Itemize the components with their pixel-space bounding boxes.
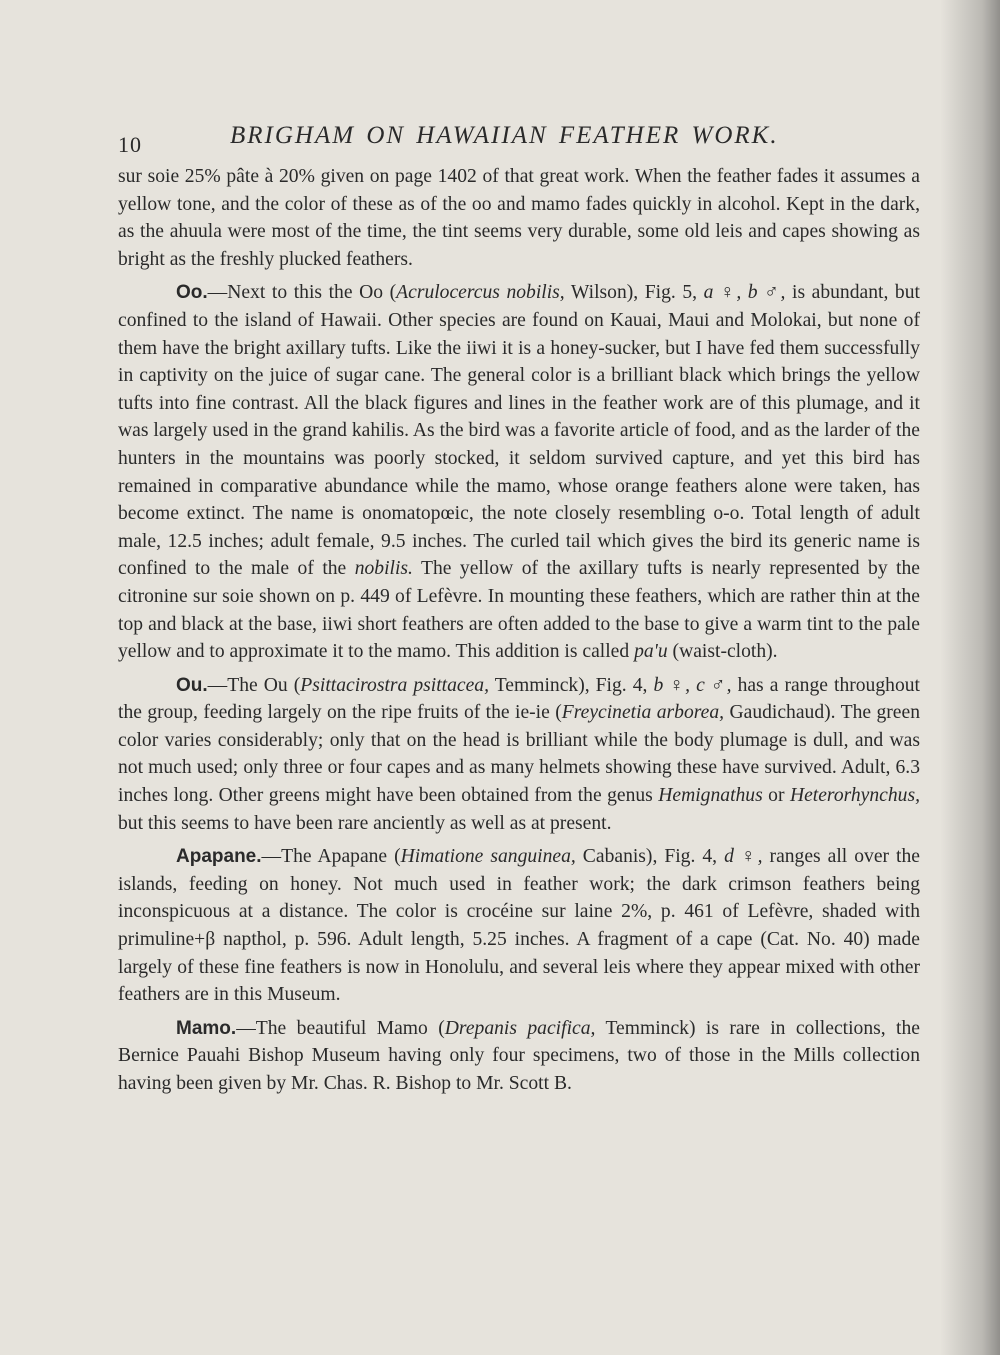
ou-heading: Ou. xyxy=(176,674,208,696)
apapane-text-1: —The Apapane ( xyxy=(261,846,401,868)
mamo-scientific-name: Drepanis pacifica, xyxy=(444,1017,596,1039)
paragraph-apapane xyxy=(118,843,920,1009)
ou-genus-1: Hemignathus xyxy=(658,785,763,807)
oo-species-name: nobilis. xyxy=(354,558,413,580)
oo-scientific-name: Acrulocercus nobilis, xyxy=(396,282,565,304)
ou-text-3: has a range throughout the group, feeding largely on the ripe fruits of the ie-ie ( xyxy=(118,674,920,724)
ou-text-2: Temminck), Fig. 4, xyxy=(489,674,654,696)
ou-figure-ref: b ♀, c ♂, xyxy=(653,674,732,696)
ou-scientific-name: Psittacirostra psittacea, xyxy=(300,674,490,696)
apapane-figure-ref: d ♀, xyxy=(724,846,763,868)
oo-heading: Oo. xyxy=(176,282,208,304)
oo-text-4: The yellow of the axillary tufts is nearly represented by the citronine sur soie shown on p. 449 of Lefèvre. In mounting these feathers, which are rather thin at the top and black at the base, iiwi short feathers are often added to the base to give a warm tint to the pale yellow and to approximate it to the mamo. This addition is called xyxy=(118,558,920,663)
running-title: BRIGHAM ON HAWAIIAN FEATHER WORK. xyxy=(230,122,779,149)
mamo-text-2: Temminck) is rare in collections, the Bernice Pauahi Bishop Museum having only four specimens, two of those in the Mills collection having been given by Mr. Chas. R. Bishop to Mr. Scott B. xyxy=(118,1017,920,1094)
apapane-text-2: Cabanis), Fig. 4, xyxy=(575,846,725,868)
apapane-scientific-name: Himatione sanguinea, xyxy=(400,846,576,868)
mamo-text-1: —The beautiful Mamo ( xyxy=(236,1017,445,1039)
page-edge-shadow xyxy=(940,0,1000,1355)
paragraph-intro: sur soie 25% pâte à 20% given on page 1402 of that great work. When the feather fades it assumes a yellow tone, and the color of these as of the oo and mamo fades quickly in alcohol. Kept in the dark, as the ahuula were most of the time, the tint seems very durable, some old leis and capes showing as bright as the freshly plucked feathers. xyxy=(118,166,920,270)
ou-genus-2: Heterorhynchus, xyxy=(789,785,920,807)
paragraph-ou xyxy=(118,672,920,838)
ou-text-4: Gaudichaud). The green color varies considerably; only that on the head is brilliant while the body plumage is dull, and was not much used; only three or four capes and as many helmets showing these have survived. Adult, 6.3 inches long. Other greens might have been obtained from the genus xyxy=(118,702,920,807)
paragraph-mamo xyxy=(118,1015,920,1098)
page-number: 10 xyxy=(118,132,142,157)
apapane-heading: Apapane. xyxy=(176,846,262,868)
oo-text-1: —Next to this the Oo ( xyxy=(207,282,397,304)
ou-text-1: —The Ou ( xyxy=(207,674,301,696)
mamo-heading: Mamo. xyxy=(176,1017,237,1039)
apapane-text-3: ranges all over the islands, feeding on honey. Not much used in feather work; the dark crimson feathers being inconspicuous at a distance. The color is crocéine sur laine 2%, p. 461 of Lefèvre, shaded with primuline+β napthol, p. 596. Adult length, 5.25 inches. A fragment of a cape (Cat. No. 40) made largely of these fine feathers is now in Honolulu, and several leis where they appear mixed with other feathers are in this Museum. xyxy=(118,846,920,1006)
ou-text-6: but this seems to have been rare anciently as well as at present. xyxy=(118,812,612,834)
oo-text-3: is abundant, but confined to the island of Hawaii. Other species are found on Kauai, Maui and Molokai, but none of them have the bright axillary tufts. Like the iiwi it is a honey-sucker, but I have fed them successfully in captivity on the juice of sugar cane. The general color is a brilliant black which brings the yellow tufts into fine contrast. All the black figures and lines in the feather work are of this plumage, and it was largely used in the grand kahilis. As the bird was a favorite article of food, and as the larder of the hunters in the mountains was poorly stocked, it seldom survived capture, and yet this bird has remained in comparative abundance while the mamo, whose orange feathers alone were taken, has become extinct. The name is onomatopœic, the note closely resembling o-o. Total length of adult male, 12.5 inches; adult female, 9.5 inches. The curled tail which gives the bird its generic name is confined to the male of the xyxy=(118,282,920,580)
paragraph-oo xyxy=(118,279,920,665)
body-text xyxy=(118,163,920,1098)
oo-text-2: Wilson), Fig. 5, xyxy=(564,282,704,304)
ou-text-5: or xyxy=(762,785,790,807)
page-header xyxy=(118,122,938,162)
oo-figure-ref: a ♀, b ♂, xyxy=(703,282,786,304)
oo-term: pa'u xyxy=(634,641,668,663)
ou-plant-name: Freycinetia arborea, xyxy=(561,702,725,724)
oo-text-5: (waist-cloth). xyxy=(667,641,778,663)
